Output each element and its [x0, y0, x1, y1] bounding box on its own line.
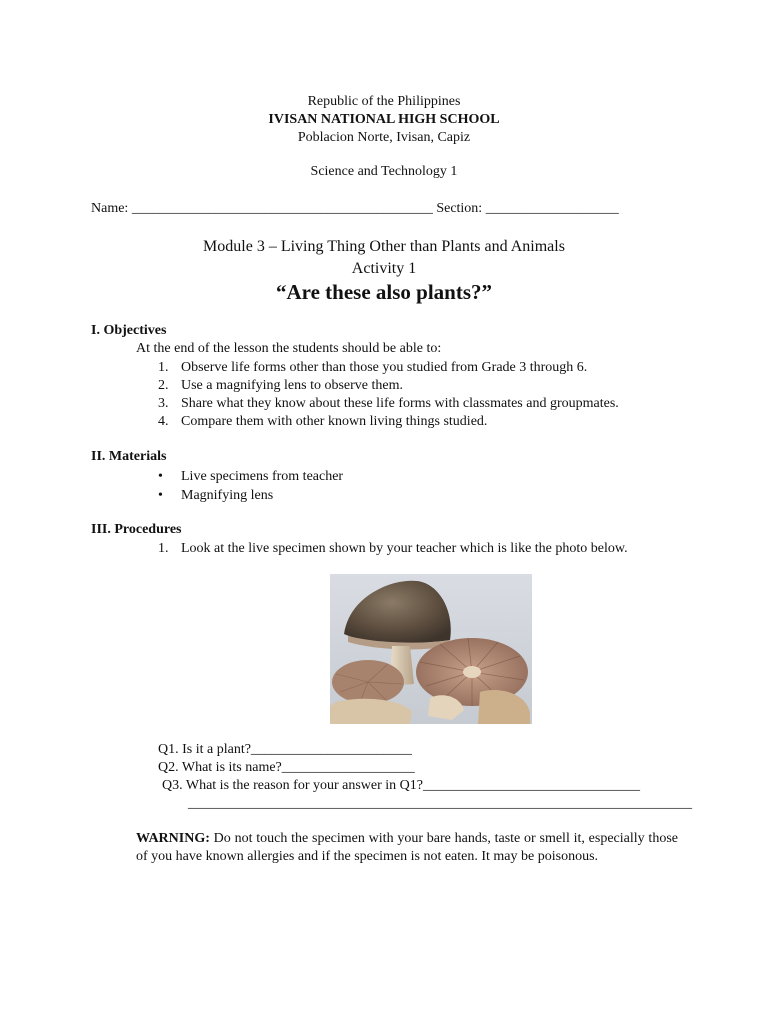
mushroom-image	[330, 574, 532, 724]
objectives-list	[158, 359, 619, 431]
list-item	[158, 467, 343, 486]
item-text: Use a magnifying lens to observe them.	[181, 378, 404, 393]
list-item	[158, 413, 619, 431]
school-address: Poblacion Norte, Ivisan, Capiz	[297, 130, 471, 145]
item-text: Look at the live specimen shown by your teacher which is like the photo below.	[181, 541, 628, 556]
warning-text: Do not touch the specimen with your bare hands, taste or smell it, especially those of you have known allergies and if the specimen is not eaten. It may be poisonous.	[136, 831, 678, 864]
item-number: 3.	[158, 396, 169, 411]
question-3: Q3. What is the reason for your answer in Q1?_______________________________	[162, 778, 641, 793]
procedures-heading: III. Procedures	[91, 522, 182, 537]
document-header	[0, 93, 768, 147]
subject-title: Science and Technology 1	[310, 164, 458, 179]
module-heading	[0, 236, 768, 280]
objectives-intro: At the end of the lesson the students should be able to:	[136, 341, 442, 356]
republic-line: Republic of the Philippines	[307, 94, 461, 109]
list-item	[158, 486, 343, 505]
name-section-field: Name: ___________________________________________ Section: ___________________	[91, 201, 619, 216]
list-item	[158, 377, 619, 395]
activity-line: Activity 1	[351, 260, 417, 277]
module-line: Module 3 – Living Thing Other than Plants and Animals	[203, 238, 565, 255]
item-text: Observe life forms other than those you studied from Grade 3 through 6.	[181, 360, 588, 375]
materials-heading: II. Materials	[91, 449, 167, 464]
item-number: 1.	[158, 541, 169, 556]
bullet-icon: •	[158, 488, 163, 503]
item-number: 2.	[158, 378, 169, 393]
question-1: Q1. Is it a plant?_______________________	[158, 742, 412, 757]
school-name: IVISAN NATIONAL HIGH SCHOOL	[268, 112, 500, 127]
objectives-heading: I. Objectives	[91, 323, 167, 338]
item-number: 4.	[158, 414, 169, 429]
question-3-answer-line: ________________________________________________________________________	[188, 796, 692, 811]
item-text: Share what they know about these life forms with classmates and groupmates.	[181, 396, 619, 411]
list-item	[158, 540, 628, 558]
procedures-list	[158, 540, 628, 558]
mushroom-photo	[330, 574, 532, 724]
activity-title: “Are these also plants?”	[275, 280, 493, 304]
warning-note	[136, 830, 678, 866]
item-text: Magnifying lens	[181, 488, 274, 503]
item-number: 1.	[158, 360, 169, 375]
question-2: Q2. What is its name?___________________	[158, 760, 415, 775]
questions-block	[158, 741, 692, 813]
list-item	[158, 395, 619, 413]
item-text: Compare them with other known living things studied.	[181, 414, 488, 429]
item-text: Live specimens from teacher	[181, 469, 344, 484]
materials-list	[158, 467, 343, 505]
list-item	[158, 359, 619, 377]
warning-label: WARNING:	[136, 831, 210, 846]
bullet-icon: •	[158, 469, 163, 484]
